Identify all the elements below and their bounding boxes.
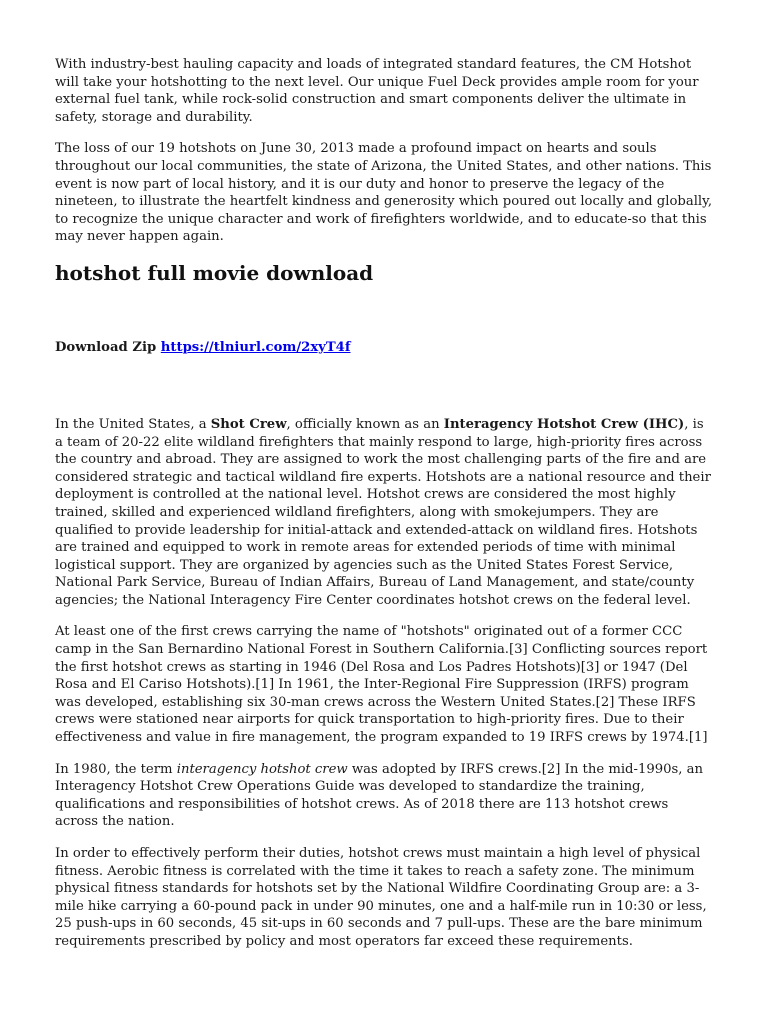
body-paragraph-history: At least one of the first crews carrying the name of "hotshots" originated out of a former CCC camp in the San Bernardino National Forest in Southern California.[3] Conflicting sources report the first hotshot crews as starting in 1946 (Del Rosa and Los Padres Hotshots)[3] or 1947 (Del Rosa and El Cariso Hotshots).[1] In 1961, the Inter-Regional Fire Suppression (IRFS) program was developed, establishing six 30-man crews across the Western United States.[2] These IRFS crews were stationed near airports for quick transportation to high-priority fires. Due to their effectiveness and value in fire management, the program expanded to 19 IRFS crews by 1974.[1] bbox=[55, 624, 708, 746]
download-line bbox=[55, 339, 715, 357]
text-run: In the United States, a bbox=[55, 416, 211, 432]
page-title: hotshot full movie download bbox=[55, 260, 374, 285]
bold-term-ihc: Interagency Hotshot Crew (IHC) bbox=[443, 416, 685, 432]
download-link[interactable]: https://tlniurl.com/2xyT4f bbox=[160, 339, 351, 355]
bold-term-shot-crew: Shot Crew bbox=[210, 416, 287, 432]
body-paragraph-1980 bbox=[55, 761, 715, 831]
body-paragraph-ihc bbox=[55, 416, 715, 610]
text-run: In 1980, the term bbox=[55, 761, 177, 777]
spacer bbox=[55, 357, 715, 416]
italic-term: interagency hotshot crew bbox=[176, 761, 348, 777]
text-run: , is a team of 20-22 elite wildland firefighters that mainly respond to large, high-priority fires across the country and abroad. They are assigned to work the most challenging parts of the fire and are considered strategic and tactical wildland fire experts. Hotshots are a national resource and their deployment is controlled at the national level. Hotshot crews are considered the most highly trained, skilled and experienced wildland firefighters, along with smokejumpers. They are qualified to provide leadership for initial-attack and extended-attack on wildland fires. Hotshots are trained and equipped to work in remote areas for extended periods of time with minimal logistical support. They are organized by agencies such as the United States Forest Service, National Park Service, Bureau of Indian Affairs, Bureau of Land Management, and state/county agencies; the National Interagency Fire Center coordinates hotshot crews on the federal level. bbox=[55, 416, 711, 608]
document-page bbox=[55, 56, 715, 965]
text-run: , officially known as an bbox=[286, 416, 444, 432]
text-run: was adopted by IRFS crews.[2] In the mid-1990s, an Interagency Hotshot Crew Operations Guide was developed to standardize the training, qualifications and responsibilities of hotshot crews. As of 2018 there are 113 hotshot crews across the nation. bbox=[55, 761, 704, 830]
download-label: Download Zip bbox=[55, 339, 157, 355]
body-paragraph-fitness: In order to effectively perform their duties, hotshot crews must maintain a high level of physical fitness. Aerobic fitness is correlated with the time it takes to reach a safety zone. The minimum physical fitness standards for hotshots set by the National Wildfire Coordinating Group are: a 3-mile hike carrying a 60-pound pack in under 90 minutes, one and a half-mile run in 10:30 or less, 25 push-ups in 60 seconds, 45 sit-ups in 60 seconds and 7 pull-ups. These are the bare minimum requirements prescribed by policy and most operators far exceed these requirements. bbox=[55, 846, 707, 949]
intro-paragraph-2: The loss of our 19 hotshots on June 30, 2013 made a profound impact on hearts and souls throughout our local communities, the state of Arizona, the United States, and other nations. This event is now part of local history, and it is our duty and honor to preserve the legacy of the nineteen, to illustrate the heartfelt kindness and generosity which poured out locally and globally, to recognize the unique character and work of firefighters worldwide, and to educate-so that this may never happen again. bbox=[55, 141, 713, 245]
intro-paragraph-1: With industry-best hauling capacity and loads of integrated standard features, the CM Hotshot will take your hotshotting to the next level. Our unique Fuel Deck provides ample room for your external fuel tank, while rock-solid construction and smart components deliver the ultimate in safety, storage and durability. bbox=[55, 57, 699, 125]
